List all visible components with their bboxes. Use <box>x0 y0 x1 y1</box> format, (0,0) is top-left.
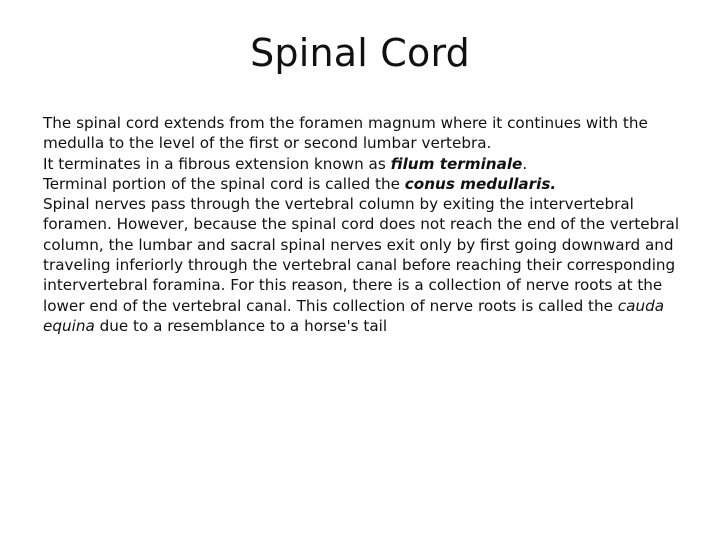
paragraph-text: Terminal portion of the spinal cord is called the <box>43 174 405 193</box>
paragraph-extent <box>43 113 683 154</box>
paragraph-terminal-portion <box>43 174 683 194</box>
paragraph-spinal-nerves <box>43 194 683 336</box>
slide-title: Spinal Cord <box>250 31 470 75</box>
slide-body <box>43 113 683 336</box>
paragraph-text: The spinal cord extends from the foramen magnum where it continues with the medulla to the level of the first or second lumbar vertebra. <box>43 114 648 153</box>
paragraph-text: . <box>522 154 528 173</box>
paragraph-text: It terminates in a fibrous extension known as <box>43 154 391 173</box>
paragraph-text: due to a resemblance to a horse's tail <box>94 316 388 335</box>
term-filum-terminale: filum terminale <box>390 154 523 173</box>
term-cauda-equina: cauda equina <box>43 296 665 335</box>
paragraph-text: Spinal nerves pass through the vertebral column by exiting the intervertebral foramen. However, because the spinal cord does not reach the end of the vertebral column, the lumbar and sacral spinal nerves exit only by first going downward and traveling inferiorly through the vertebral canal before reaching their corresponding intervertebral foramina. For this reason, there is a collection of nerve roots at the lower end of the vertebral canal. This collection of nerve roots is called the <box>43 195 680 315</box>
term-conus-medullaris: conus medullaris. <box>404 174 557 193</box>
paragraph-terminates <box>43 154 683 174</box>
